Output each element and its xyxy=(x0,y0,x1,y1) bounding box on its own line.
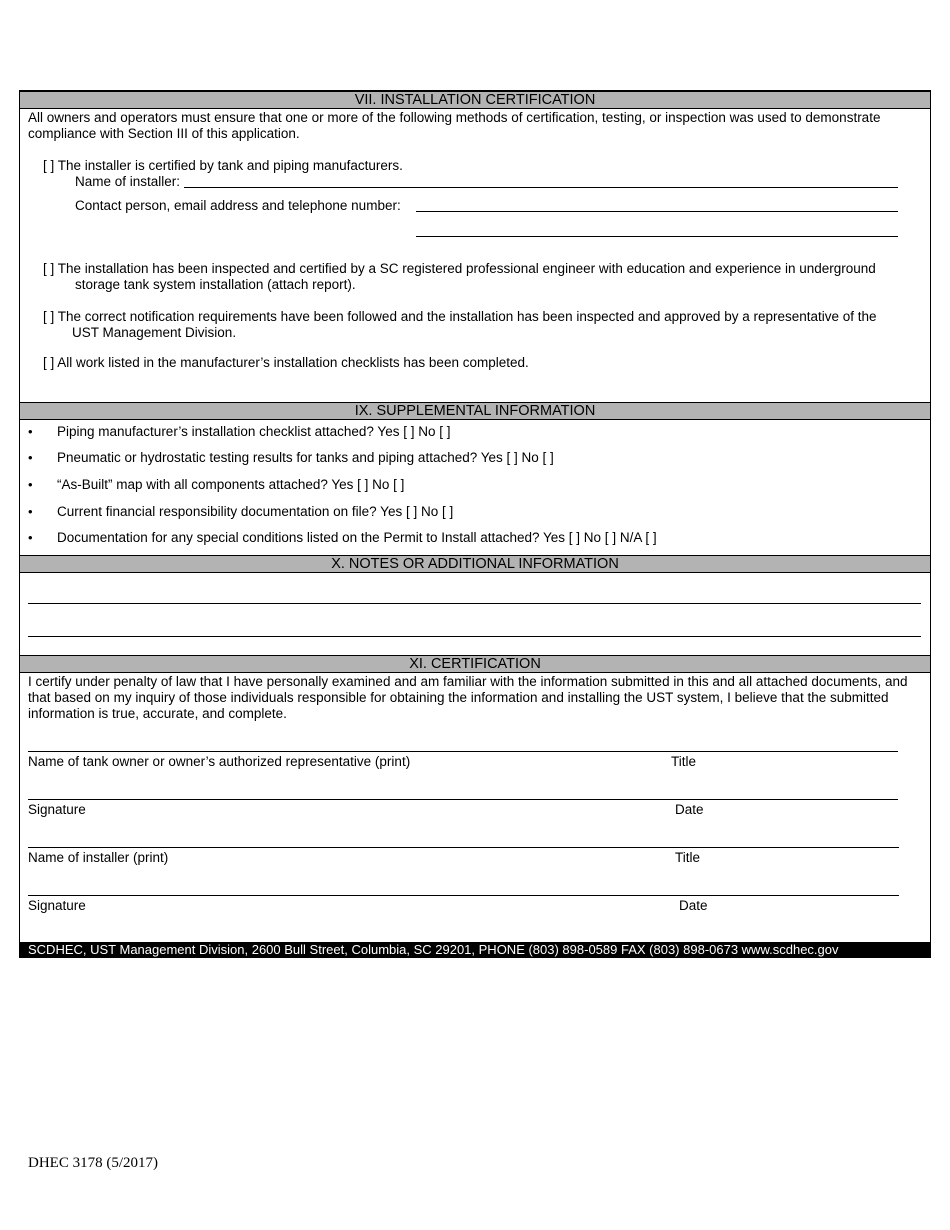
supplemental-item-financial-responsibility[interactable]: Current financial responsibility documentation on file? Yes [ ] No [ ] xyxy=(57,504,454,519)
contact-field[interactable] xyxy=(416,211,898,212)
owner-title-label: Title xyxy=(671,754,697,769)
installer-signature-label: Signature xyxy=(28,898,86,913)
notes-line-1[interactable] xyxy=(28,603,921,604)
section-xi-header: XI. CERTIFICATION xyxy=(20,655,930,673)
owner-name-field[interactable] xyxy=(28,751,898,752)
installer-signature-field[interactable] xyxy=(28,895,899,896)
certification-statement: I certify under penalty of law that I have personally examined and am familiar with the information submitted in this and all attached documents, and that based on my inquiry of those individuals responsible for obtaining the information and installing the UST system, I believe that the submitted information is true, accurate, and complete. xyxy=(28,674,908,721)
application-form xyxy=(19,90,931,958)
bullet: • xyxy=(28,530,33,545)
owner-signature-label: Signature xyxy=(28,802,86,817)
section-vii-intro: All owners and operators must ensure that one or more of the following methods of certification, testing, or inspection was used to demonstrate compliance with Section III of this application. xyxy=(28,110,881,141)
supplemental-item-special-conditions[interactable]: Documentation for any special conditions listed on the Permit to Install attached? Yes [ ] No [ ] N/A [ ] xyxy=(57,530,657,545)
checklists-completed-checkbox[interactable]: [ ] All work listed in the manufacturer’s installation checklists has been completed. xyxy=(43,355,529,370)
installer-name-label: Name of installer: xyxy=(75,174,181,189)
owner-name-label: Name of tank owner or owner’s authorized representative (print) xyxy=(28,754,411,769)
installer-title-label: Title xyxy=(675,850,701,865)
installer-name-field[interactable] xyxy=(184,187,898,188)
division-inspected-text-2: UST Management Division. xyxy=(72,325,237,340)
supplemental-item-as-built-map[interactable]: “As-Built” map with all components attached? Yes [ ] No [ ] xyxy=(57,477,405,492)
owner-date-label: Date xyxy=(675,802,704,817)
section-ix-header: IX. SUPPLEMENTAL INFORMATION xyxy=(20,402,930,420)
supplemental-item-testing-results[interactable]: Pneumatic or hydrostatic testing results for tanks and piping attached? Yes [ ] No [ ] xyxy=(57,450,554,465)
notes-line-2[interactable] xyxy=(28,636,921,637)
owner-signature-field[interactable] xyxy=(28,799,898,800)
installer-date-label: Date xyxy=(679,898,708,913)
bullet: • xyxy=(28,450,33,465)
engineer-certified-text-2: storage tank system installation (attach report). xyxy=(75,277,356,292)
contact-label: Contact person, email address and telephone number: xyxy=(75,198,401,213)
footer-contact-text: SCDHEC, UST Management Division, 2600 Bull Street, Columbia, SC 29201, PHONE (803) 898-0589 FAX (803) 898-0673 www.scdhec.gov xyxy=(28,942,839,957)
installer-print-name-field[interactable] xyxy=(28,847,899,848)
bullet: • xyxy=(28,424,33,439)
installer-print-name-label: Name of installer (print) xyxy=(28,850,169,865)
division-inspected-checkbox[interactable]: [ ] The correct notification requirements have been followed and the installation has been inspected and approved by a representative of the xyxy=(43,309,877,324)
bullet: • xyxy=(28,504,33,519)
contact-field-2[interactable] xyxy=(416,236,898,237)
supplemental-item-piping-checklist[interactable]: Piping manufacturer’s installation checklist attached? Yes [ ] No [ ] xyxy=(57,424,451,439)
footer-bar xyxy=(20,942,930,958)
section-x-header: X. NOTES OR ADDITIONAL INFORMATION xyxy=(20,555,930,573)
bullet: • xyxy=(28,477,33,492)
form-number: DHEC 3178 (5/2017) xyxy=(28,1155,158,1171)
section-vii-header: VII. INSTALLATION CERTIFICATION xyxy=(20,91,930,109)
engineer-certified-checkbox[interactable]: [ ] The installation has been inspected and certified by a SC registered professional engineer with education and experience in underground xyxy=(43,261,876,276)
installer-certified-checkbox[interactable]: [ ] The installer is certified by tank and piping manufacturers. xyxy=(43,158,403,173)
